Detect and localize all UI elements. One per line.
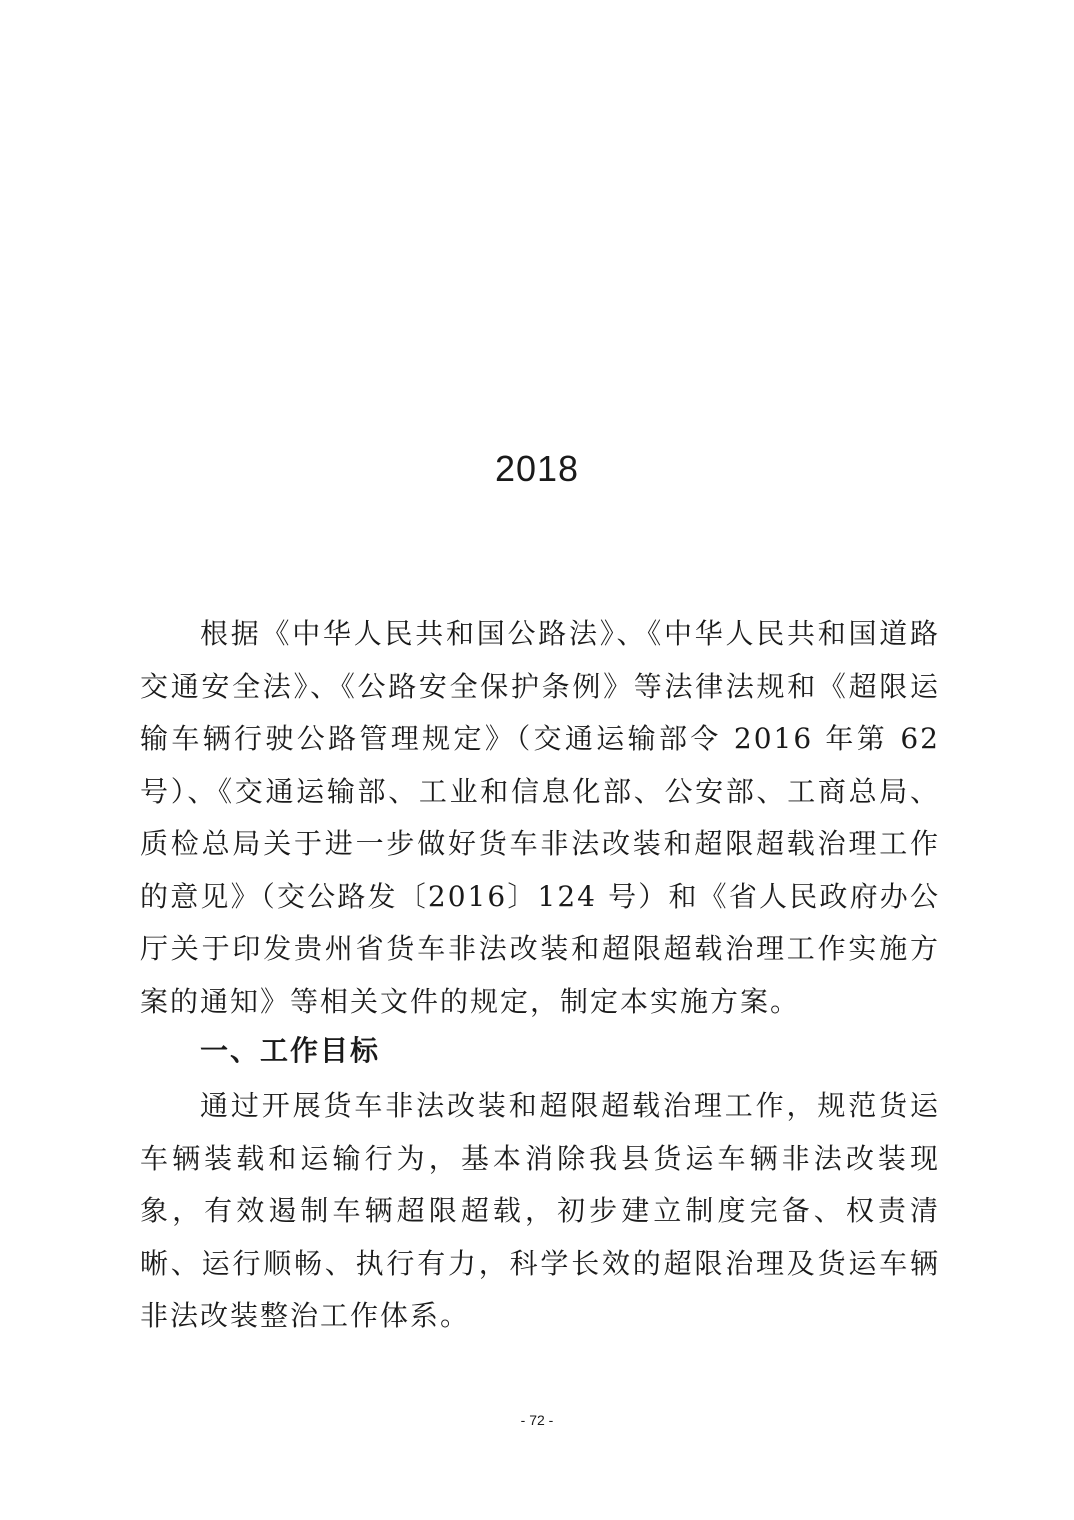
- intro-paragraph: 根据《中华人民共和国公路法》、《中华人民共和国道路交通安全法》、《公路安全保护条例》等法律法规和《超限运输车辆行驶公路管理规定》（交通运输部令 2016 年第 62 号）、《交通运输部、工业和信息化部、公安部、工商总局、质检总局关于进一步做好货车非法改装和超限超载治理工作的意见》（交公路发〔2016〕124 号）和《省人民政府办公厅关于印发贵州省货车非法改装和超限超载治理工作实施方案的通知》等相关文件的规定，制定本实施方案。: [140, 617, 940, 1018]
- section-paragraph: 通过开展货车非法改装和超限超载治理工作，规范货运车辆装载和运输行为，基本消除我县货运车辆非法改装现象，有效遏制车辆超限超载，初步建立制度完备、权责清晰、运行顺畅、执行有力，科学长效的超限治理及货运车辆非法改装整治工作体系。: [140, 1089, 940, 1332]
- section-heading: 一、工作目标: [200, 1034, 381, 1067]
- page-number: - 72 -: [520, 1412, 554, 1428]
- year-heading: 2018: [494, 448, 580, 489]
